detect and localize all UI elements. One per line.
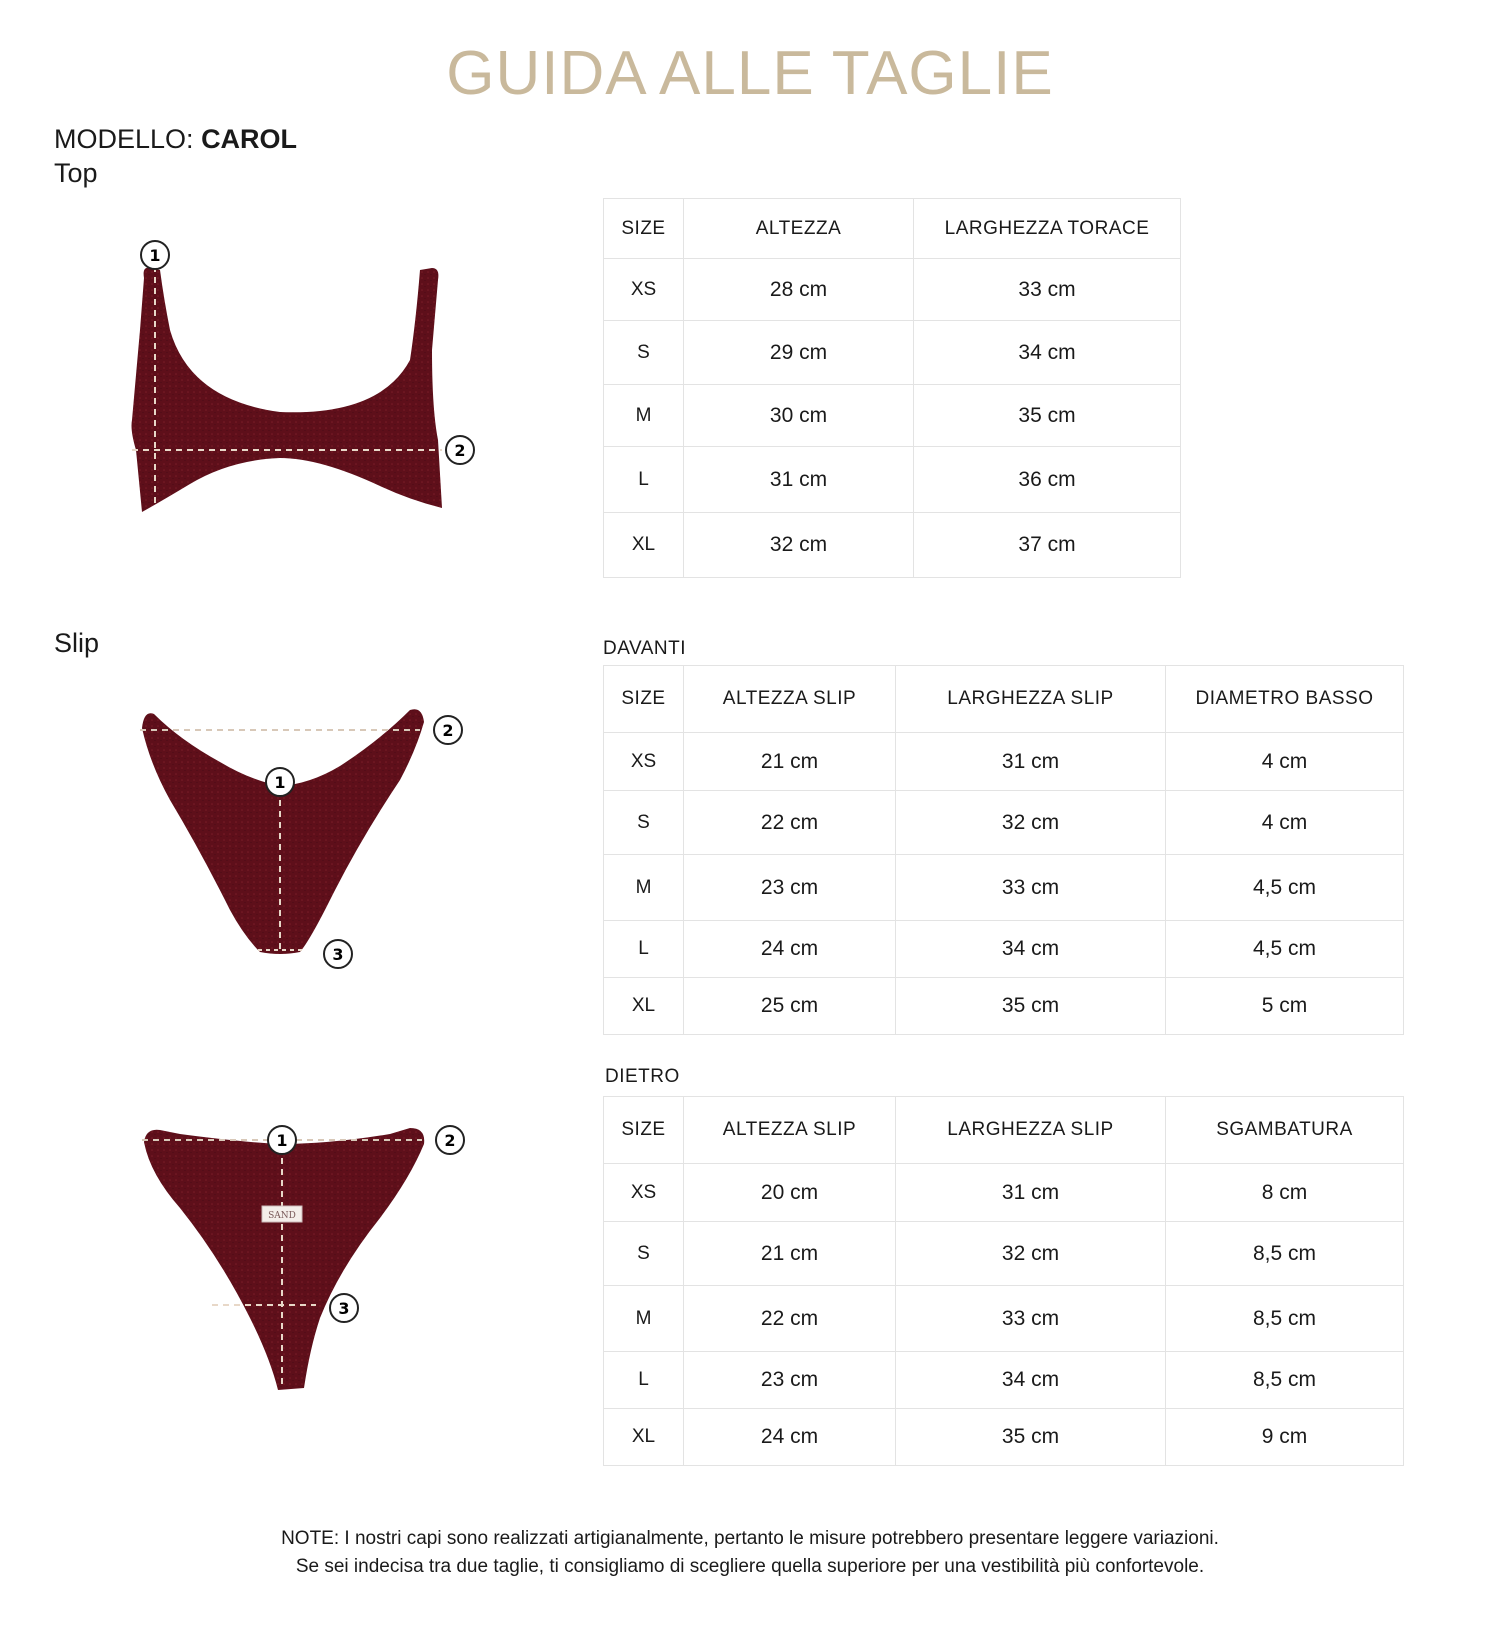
- footnote-text-2: Se sei indecisa tra due taglie, ti consigliamo di scegliere quella superiore per una vestibilità più confortevole.: [295, 1556, 1205, 1577]
- table-cell: 34 cm: [896, 921, 1166, 978]
- table-cell: 8,5 cm: [1166, 1286, 1404, 1352]
- table-row: [604, 978, 1404, 1035]
- table-row: [604, 1286, 1404, 1352]
- marker-label: 3: [332, 945, 344, 964]
- brand-tag-label: SAND: [268, 1211, 296, 1221]
- size-cell: XL: [604, 513, 684, 578]
- table-cell: 21 cm: [684, 733, 896, 791]
- footnote-label: NOTE:: [281, 1528, 340, 1549]
- marker-3-icon: [324, 940, 352, 968]
- table-row: [604, 447, 1181, 513]
- table-cell: 22 cm: [684, 1286, 896, 1352]
- table-cell: 36 cm: [914, 447, 1181, 513]
- back-slip-illustration: [120, 1118, 480, 1408]
- table-cell: 4 cm: [1166, 791, 1404, 855]
- size-cell: XS: [604, 1164, 684, 1222]
- size-cell: L: [604, 447, 684, 513]
- table-cell: 4,5 cm: [1166, 855, 1404, 921]
- table-header-row: [604, 666, 1404, 733]
- table-cell: 4 cm: [1166, 733, 1404, 791]
- table-row: [604, 791, 1404, 855]
- size-cell: XL: [604, 1409, 684, 1466]
- table-row: [604, 1409, 1404, 1466]
- table-cell: 8,5 cm: [1166, 1352, 1404, 1409]
- marker-label: 2: [454, 441, 466, 460]
- table-cell: 31 cm: [684, 447, 914, 513]
- table-cell: 22 cm: [684, 791, 896, 855]
- marker-1-icon: [266, 768, 294, 796]
- table-cell: 37 cm: [914, 513, 1181, 578]
- marker-2-icon: [434, 716, 462, 744]
- table-cell: 35 cm: [896, 978, 1166, 1035]
- table-header: LARGHEZZA SLIP: [896, 1097, 1166, 1164]
- table-cell: 24 cm: [684, 1409, 896, 1466]
- marker-label: 3: [338, 1299, 350, 1318]
- back-table-caption: DIETRO: [605, 1066, 680, 1087]
- table-header: LARGHEZZA TORACE: [914, 199, 1181, 259]
- table-row: [604, 1222, 1404, 1286]
- table-cell: 24 cm: [684, 921, 896, 978]
- table-cell: 28 cm: [684, 259, 914, 321]
- size-cell: XS: [604, 733, 684, 791]
- table-cell: 32 cm: [896, 791, 1166, 855]
- table-row: [604, 855, 1404, 921]
- table-row: [604, 259, 1181, 321]
- table-cell: 8 cm: [1166, 1164, 1404, 1222]
- section-top-label: Top: [54, 158, 98, 188]
- footnote: [0, 1525, 1500, 1581]
- table-header: SIZE: [604, 199, 684, 259]
- table-cell: 33 cm: [914, 259, 1181, 321]
- size-cell: M: [604, 385, 684, 447]
- front-slip-illustration: [120, 700, 480, 1020]
- marker-1-icon: [141, 241, 169, 269]
- footnote-text-1: I nostri capi sono realizzati artigianalmente, pertanto le misure potrebbero presentare leggere variazioni.: [344, 1528, 1219, 1549]
- marker-2-icon: [446, 436, 474, 464]
- front-slip-shape: [142, 709, 424, 954]
- size-cell: L: [604, 921, 684, 978]
- table-cell: 21 cm: [684, 1222, 896, 1286]
- table-row: [604, 1164, 1404, 1222]
- marker-label: 1: [149, 246, 161, 265]
- table-cell: 32 cm: [896, 1222, 1166, 1286]
- table-header: ALTEZZA: [684, 199, 914, 259]
- table-cell: 31 cm: [896, 1164, 1166, 1222]
- back-size-table: [603, 1096, 1404, 1466]
- table-header-row: [604, 1097, 1404, 1164]
- marker-label: 1: [274, 773, 286, 792]
- marker-label: 2: [442, 721, 454, 740]
- size-cell: XS: [604, 259, 684, 321]
- size-cell: M: [604, 855, 684, 921]
- table-cell: 5 cm: [1166, 978, 1404, 1035]
- table-cell: 35 cm: [896, 1409, 1166, 1466]
- table-header: SGAMBATURA: [1166, 1097, 1404, 1164]
- table-cell: 33 cm: [896, 1286, 1166, 1352]
- table-cell: 31 cm: [896, 733, 1166, 791]
- table-cell: 34 cm: [914, 321, 1181, 385]
- size-cell: L: [604, 1352, 684, 1409]
- size-cell: XL: [604, 978, 684, 1035]
- front-table-caption: DAVANTI: [603, 638, 687, 659]
- table-header-row: [604, 199, 1181, 259]
- size-cell: M: [604, 1286, 684, 1352]
- model-value: CAROL: [201, 124, 298, 154]
- table-header: LARGHEZZA SLIP: [896, 666, 1166, 733]
- table-cell: 8,5 cm: [1166, 1222, 1404, 1286]
- table-row: [604, 733, 1404, 791]
- table-header: DIAMETRO BASSO: [1166, 666, 1404, 733]
- table-cell: 33 cm: [896, 855, 1166, 921]
- table-cell: 20 cm: [684, 1164, 896, 1222]
- model-label: MODELLO:: [54, 124, 194, 154]
- top-garment-illustration: [120, 240, 490, 540]
- table-row: [604, 921, 1404, 978]
- size-cell: S: [604, 1222, 684, 1286]
- table-header: SIZE: [604, 1097, 684, 1164]
- table-cell: 23 cm: [684, 1352, 896, 1409]
- size-cell: S: [604, 791, 684, 855]
- table-row: [604, 513, 1181, 578]
- table-row: [604, 321, 1181, 385]
- table-cell: 30 cm: [684, 385, 914, 447]
- table-cell: 34 cm: [896, 1352, 1166, 1409]
- top-size-table: [603, 198, 1181, 578]
- table-header: ALTEZZA SLIP: [684, 1097, 896, 1164]
- table-cell: 29 cm: [684, 321, 914, 385]
- table-cell: 23 cm: [684, 855, 896, 921]
- page-title: GUIDA ALLE TAGLIE: [446, 39, 1054, 108]
- table-cell: 9 cm: [1166, 1409, 1404, 1466]
- marker-2-icon: [436, 1126, 464, 1154]
- back-slip-shape: [144, 1128, 424, 1390]
- marker-1-icon: [268, 1126, 296, 1154]
- table-header: ALTEZZA SLIP: [684, 666, 896, 733]
- marker-3-icon: [330, 1294, 358, 1322]
- table-cell: 32 cm: [684, 513, 914, 578]
- marker-label: 1: [276, 1131, 288, 1150]
- model-name: [54, 124, 297, 155]
- size-cell: S: [604, 321, 684, 385]
- section-slip-label: Slip: [54, 628, 100, 658]
- top-garment-shape: [132, 268, 443, 512]
- table-cell: 4,5 cm: [1166, 921, 1404, 978]
- footnote-line-1: [0, 1525, 1500, 1553]
- table-row: [604, 1352, 1404, 1409]
- table-header: SIZE: [604, 666, 684, 733]
- table-cell: 25 cm: [684, 978, 896, 1035]
- table-cell: 35 cm: [914, 385, 1181, 447]
- marker-label: 2: [444, 1131, 456, 1150]
- front-size-table: [603, 665, 1404, 1035]
- table-row: [604, 385, 1181, 447]
